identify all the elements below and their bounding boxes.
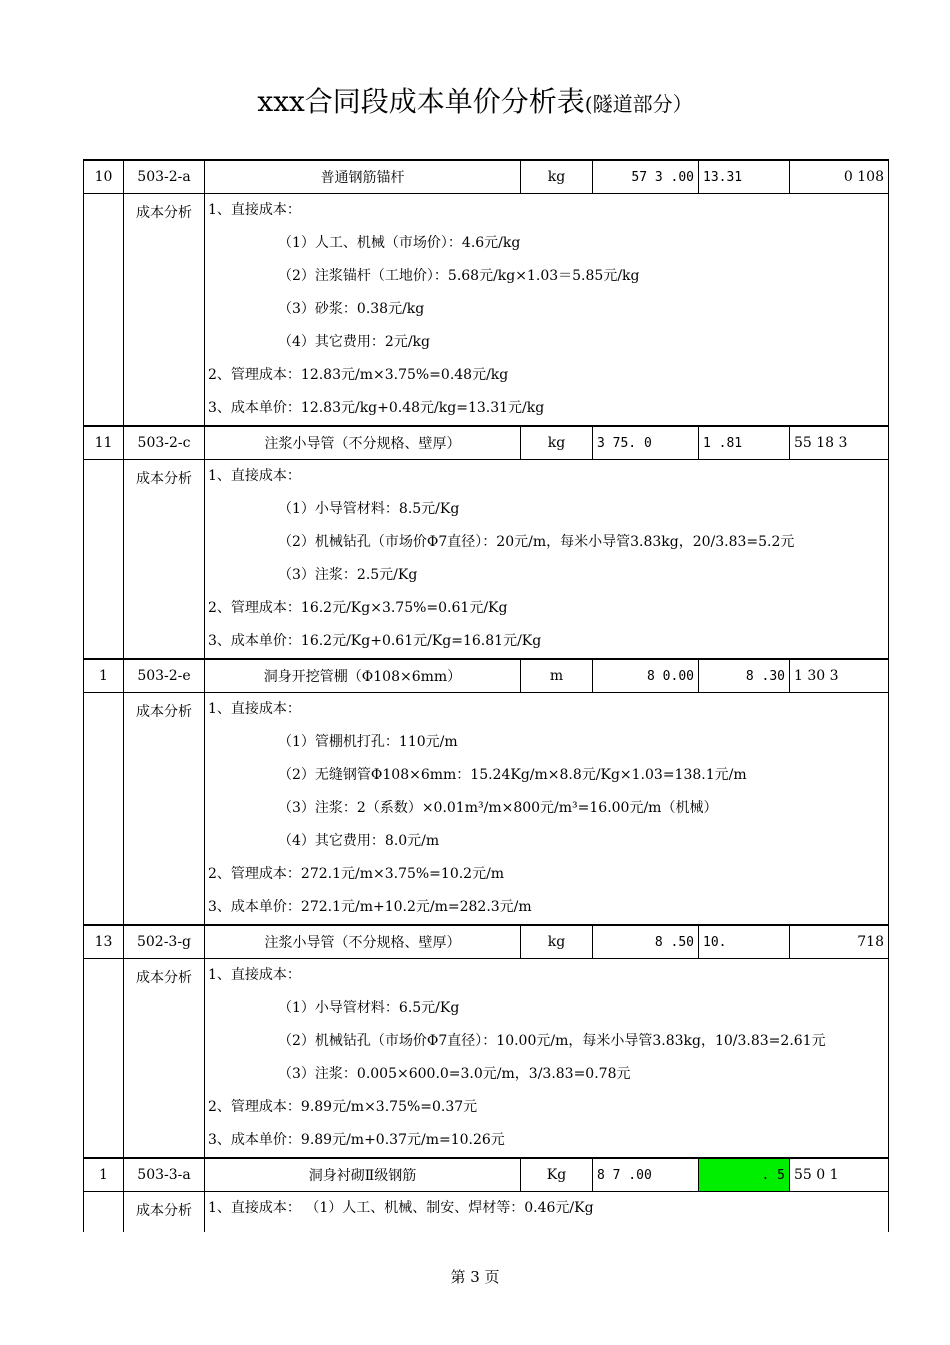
analysis-body bbox=[205, 959, 889, 1159]
analysis-line: （4）其它费用：8.0元/m bbox=[278, 833, 440, 849]
title-main: xxx合同段成本单价分析表 bbox=[257, 85, 585, 118]
analysis-line: 3、成本单价：9.89元/m+0.37元/m=10.26元 bbox=[208, 1132, 505, 1148]
cost-analysis-table bbox=[83, 159, 889, 1232]
item-price: 10. bbox=[699, 925, 790, 959]
analysis-line: 2、管理成本：272.1元/m×3.75%=10.2元/m bbox=[208, 866, 505, 882]
analysis-body bbox=[205, 194, 889, 427]
item-total: 1 30 3 bbox=[790, 659, 889, 693]
analysis-line: 1、直接成本： （1）人工、机械、制安、焊材等：0.46元/Kg bbox=[208, 1200, 594, 1216]
item-total: 0 108 bbox=[790, 160, 889, 194]
analysis-label: 成本分析 bbox=[124, 959, 205, 1159]
item-code: 503-2-c bbox=[124, 426, 205, 460]
item-no: 11 bbox=[84, 426, 124, 460]
analysis-row bbox=[84, 1192, 889, 1233]
item-qty: 8 .50 bbox=[593, 925, 699, 959]
analysis-label: 成本分析 bbox=[124, 194, 205, 427]
table-row bbox=[84, 426, 889, 460]
analysis-line: （4）其它费用：2元/kg bbox=[278, 334, 430, 350]
analysis-line: （3）注浆：0.005×600.0=3.0元/m，3/3.83=0.78元 bbox=[278, 1066, 631, 1082]
title-sub: (隧道部分） bbox=[584, 92, 693, 116]
document-title bbox=[0, 80, 950, 120]
item-name: 注浆小导管（不分规格、壁厚） bbox=[205, 925, 521, 959]
table-row bbox=[84, 925, 889, 959]
analysis-row bbox=[84, 194, 889, 427]
analysis-line: （3）砂浆：0.38元/kg bbox=[278, 301, 425, 317]
item-code: 503-2-e bbox=[124, 659, 205, 693]
analysis-line: （3）注浆：2.5元/Kg bbox=[278, 567, 418, 583]
item-code: 503-3-a bbox=[124, 1158, 205, 1192]
analysis-row bbox=[84, 460, 889, 660]
item-total: 55 18 3 bbox=[790, 426, 889, 460]
item-name: 注浆小导管（不分规格、壁厚） bbox=[205, 426, 521, 460]
analysis-label: 成本分析 bbox=[124, 693, 205, 926]
analysis-line: 1、直接成本： bbox=[208, 701, 301, 717]
analysis-body bbox=[205, 460, 889, 660]
item-unit: m bbox=[521, 659, 593, 693]
analysis-line: 2、管理成本：16.2元/Kg×3.75%=0.61元/Kg bbox=[208, 600, 508, 616]
item-price: 8 .30 bbox=[699, 659, 790, 693]
analysis-line: （3）注浆：2（系数）×0.01m³/m×800元/m³=16.00元/m（机械） bbox=[278, 800, 718, 816]
item-total: 718 bbox=[790, 925, 889, 959]
analysis-row bbox=[84, 959, 889, 1159]
item-no: 1 bbox=[84, 659, 124, 693]
analysis-line: 1、直接成本： bbox=[208, 468, 301, 484]
item-name: 洞身开挖管棚（Φ108×6mm） bbox=[205, 659, 521, 693]
table-row bbox=[84, 659, 889, 693]
analysis-line: 3、成本单价：12.83元/kg+0.48元/kg=13.31元/kg bbox=[208, 400, 545, 416]
item-qty: 57 3 .00 bbox=[593, 160, 699, 194]
item-name: 普通钢筋锚杆 bbox=[205, 160, 521, 194]
item-no: 1 bbox=[84, 1158, 124, 1192]
analysis-line: （1）管棚机打孔：110元/m bbox=[278, 734, 458, 750]
item-unit: kg bbox=[521, 426, 593, 460]
analysis-line: 3、成本单价：16.2元/Kg+0.61元/Kg=16.81元/Kg bbox=[208, 633, 542, 649]
item-total: 55 0 1 bbox=[790, 1158, 889, 1192]
analysis-body bbox=[205, 1192, 889, 1233]
page-number: 第 3 页 bbox=[450, 1268, 500, 1286]
analysis-line: （1）小导管材料：6.5元/Kg bbox=[278, 1000, 460, 1016]
analysis-label: 成本分析 bbox=[124, 460, 205, 660]
analysis-line: （2）注浆锚杆（工地价）：5.68元/kg×1.03＝5.85元/kg bbox=[278, 268, 640, 284]
item-price: 1 .81 bbox=[699, 426, 790, 460]
item-no: 13 bbox=[84, 925, 124, 959]
item-name: 洞身衬砌Ⅱ级钢筋 bbox=[205, 1158, 521, 1192]
item-unit: kg bbox=[521, 925, 593, 959]
analysis-line: （1）人工、机械（市场价）：4.6元/kg bbox=[278, 235, 521, 251]
analysis-line: （2）无缝钢管Φ108×6mm：15.24Kg/m×8.8元/Kg×1.03=138.1元/m bbox=[278, 767, 747, 783]
analysis-line: 1、直接成本： bbox=[208, 202, 301, 218]
analysis-line: 1、直接成本： bbox=[208, 967, 301, 983]
analysis-line: 3、成本单价：272.1元/m+10.2元/m=282.3元/m bbox=[208, 899, 532, 915]
analysis-line: （2）机械钻孔（市场价Φ7直径）：20元/m，每米小导管3.83kg，20/3.83=5.2元 bbox=[278, 534, 795, 550]
item-no: 10 bbox=[84, 160, 124, 194]
item-unit: Kg bbox=[521, 1158, 593, 1192]
table-row bbox=[84, 1158, 889, 1192]
item-price-highlighted: . 5 bbox=[699, 1158, 790, 1192]
item-qty: 8 0.00 bbox=[593, 659, 699, 693]
analysis-body bbox=[205, 693, 889, 926]
table-row bbox=[84, 160, 889, 194]
analysis-line: 2、管理成本：9.89元/m×3.75%=0.37元 bbox=[208, 1099, 478, 1115]
analysis-line: （1）小导管材料：8.5元/Kg bbox=[278, 501, 460, 517]
item-unit: kg bbox=[521, 160, 593, 194]
analysis-row bbox=[84, 693, 889, 926]
analysis-line: 2、管理成本：12.83元/m×3.75%=0.48元/kg bbox=[208, 367, 509, 383]
item-qty: 3 75. 0 bbox=[593, 426, 699, 460]
item-code: 503-2-a bbox=[124, 160, 205, 194]
item-qty: 8 7 .00 bbox=[593, 1158, 699, 1192]
item-code: 502-3-g bbox=[124, 925, 205, 959]
analysis-label: 成本分析 bbox=[124, 1192, 205, 1233]
item-price: 13.31 bbox=[699, 160, 790, 194]
analysis-line: （2）机械钻孔（市场价Φ7直径）：10.00元/m，每米小导管3.83kg，10/3.83=2.61元 bbox=[278, 1033, 826, 1049]
